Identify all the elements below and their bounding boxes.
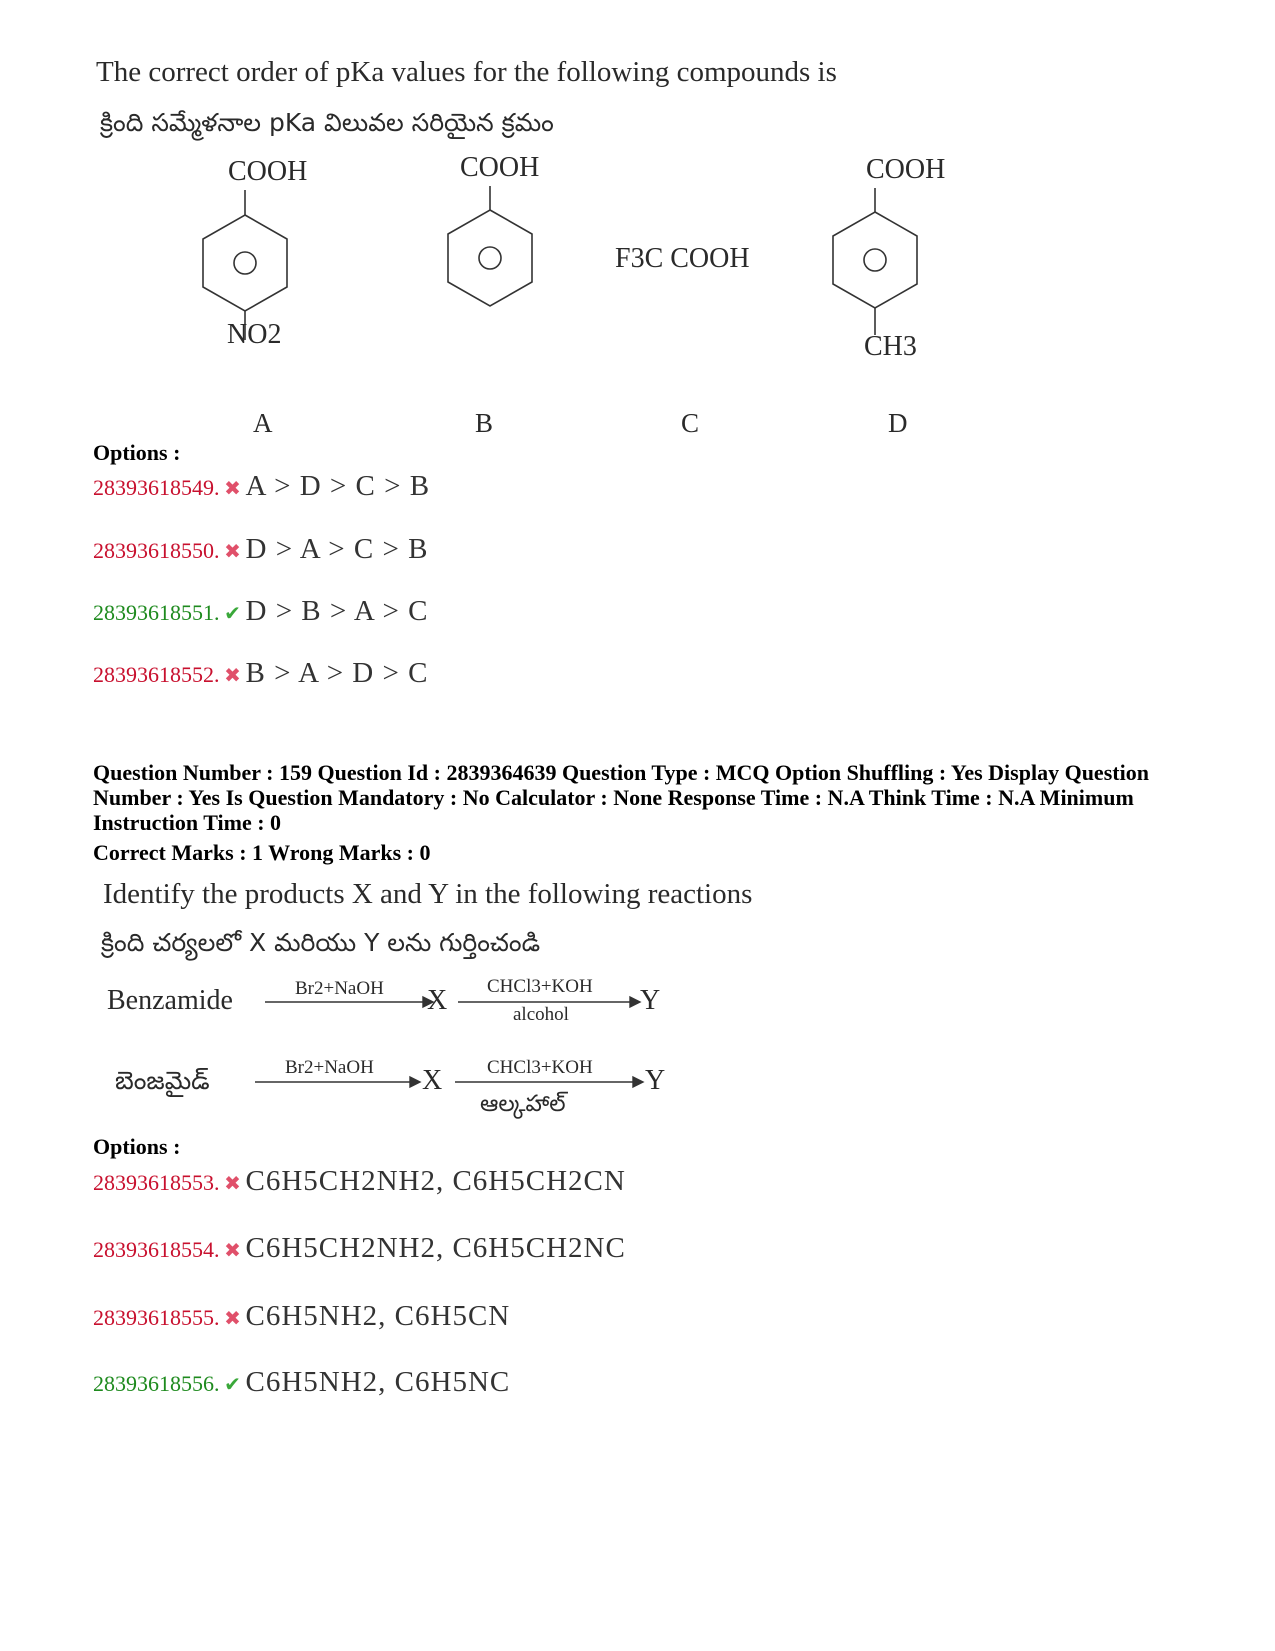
q158-option-1[interactable]	[93, 470, 430, 503]
q159-option-3[interactable]	[93, 1300, 510, 1333]
ring-d-circle	[864, 249, 886, 271]
q159-meta: Question Number : 159 Question Id : 2839364639 Question Type : MCQ Option Shuffling : Yes Display Question Number : Yes Is Question Mandatory : No Calculator : None Response Time : N.A Think Time : N.A Minimum Instruction Time : 0	[93, 760, 1149, 835]
reaction-te-product1: X	[422, 1065, 443, 1096]
ring-a-circle	[234, 252, 256, 274]
reaction-te-reactant: బెంజమైడ్	[115, 1066, 210, 1095]
q159-option-2[interactable]	[93, 1232, 626, 1265]
q158-stem-en: The correct order of pKa values for the following compounds is	[96, 56, 837, 88]
cross-icon: ✖	[224, 665, 241, 687]
ring-d	[833, 212, 917, 308]
cross-icon: ✖	[224, 1173, 241, 1195]
q158-option-3[interactable]	[93, 595, 428, 628]
option-id: 28393618553.	[93, 1170, 220, 1195]
compound-a-top: COOH	[228, 156, 308, 187]
option-text: C6H5CH2NH2, C6H5CH2NC	[245, 1232, 626, 1264]
reaction-en-product2: Y	[640, 985, 661, 1016]
option-text: B > A > D > C	[245, 657, 429, 689]
option-id: 28393618556.	[93, 1371, 220, 1396]
reaction-te-reagent1: Br2+NaOH	[285, 1057, 374, 1078]
reaction-te-product2: Y	[645, 1065, 666, 1096]
option-text: C6H5NH2, C6H5NC	[245, 1366, 511, 1398]
q159-option-4[interactable]	[93, 1366, 510, 1399]
q158-option-4[interactable]	[93, 657, 428, 690]
compound-c-formula: F3C COOH	[615, 243, 750, 274]
option-id: 28393618551.	[93, 600, 220, 625]
option-text: C6H5CH2NH2, C6H5CH2CN	[245, 1165, 626, 1197]
option-id: 28393618549.	[93, 475, 220, 500]
q159-options-label: Options :	[93, 1134, 181, 1159]
compound-d-top: COOH	[866, 154, 946, 185]
compound-b-top: COOH	[460, 152, 540, 183]
check-icon: ✔	[224, 603, 241, 625]
reaction-en-reagent2: CHCl3+KOH	[487, 976, 593, 997]
compound-b-label: B	[475, 408, 494, 438]
cross-icon: ✖	[224, 1308, 241, 1330]
ring-b-circle	[479, 247, 501, 269]
reaction-en-reactant: Benzamide	[107, 985, 233, 1016]
option-id: 28393618555.	[93, 1305, 220, 1330]
check-icon: ✔	[224, 1374, 241, 1396]
option-id: 28393618552.	[93, 662, 220, 687]
option-id: 28393618554.	[93, 1237, 220, 1262]
ring-b	[448, 210, 532, 306]
reaction-te-reagent2: CHCl3+KOH	[487, 1057, 593, 1078]
option-id: 28393618550.	[93, 538, 220, 563]
compound-d-bottom: CH3	[864, 331, 917, 362]
ring-a	[203, 215, 287, 311]
q159-marks: Correct Marks : 1 Wrong Marks : 0	[93, 840, 431, 865]
option-text: A > D > C > B	[245, 470, 431, 502]
option-text: D > B > A > C	[245, 595, 429, 627]
compound-d-label: D	[888, 408, 908, 438]
compound-a-bottom: NO2	[227, 319, 282, 350]
q158-option-2[interactable]	[93, 533, 428, 566]
reaction-en-product1: X	[427, 985, 448, 1016]
compound-a-label: A	[253, 408, 273, 438]
reaction-en-condition2: alcohol	[513, 1004, 569, 1025]
cross-icon: ✖	[224, 478, 241, 500]
q158-options-label: Options :	[93, 440, 181, 465]
cross-icon: ✖	[224, 541, 241, 563]
cross-icon: ✖	[224, 1240, 241, 1262]
option-text: C6H5NH2, C6H5CN	[245, 1300, 511, 1332]
q159-stem-te: క్రింది చర్యలలో X మరియు Y లను గుర్తించండి	[101, 928, 541, 957]
option-text: D > A > C > B	[245, 533, 429, 565]
reaction-te-condition2: ఆల్కహాల్	[480, 1091, 566, 1117]
compound-c-label: C	[681, 408, 700, 438]
q159-option-1[interactable]	[93, 1165, 626, 1198]
q158-structures-diagram	[180, 150, 1000, 460]
q159-stem-en: Identify the products X and Y in the following reactions	[103, 878, 753, 910]
q158-stem-te: క్రింది సమ్మేళనాల pKa విలువల సరియైన క్రమం	[100, 108, 554, 137]
reaction-en-reagent1: Br2+NaOH	[295, 978, 384, 999]
